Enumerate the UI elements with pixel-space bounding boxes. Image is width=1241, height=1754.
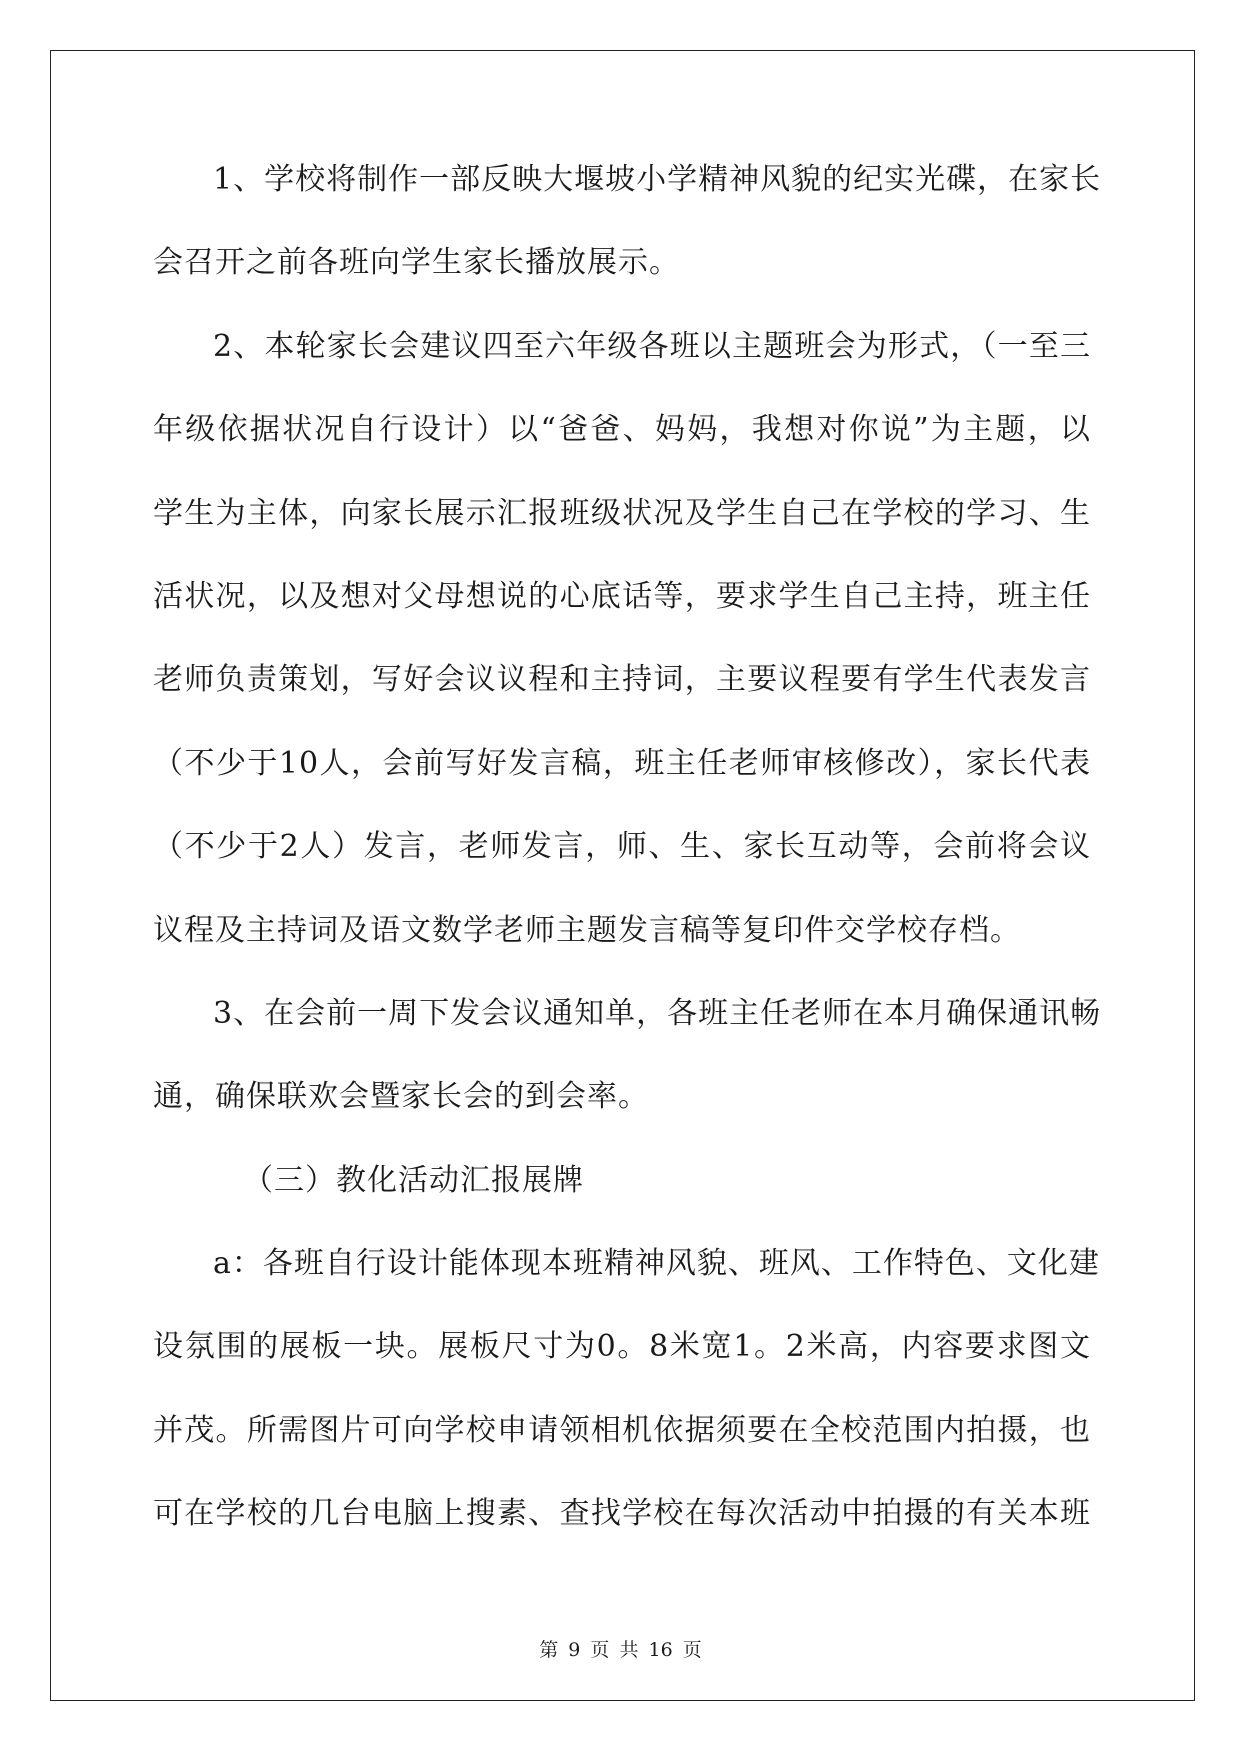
paragraph-4-line-1: a：各班自行设计能体现本班精神风貌、班风、工作特色、文化建	[213, 1246, 1100, 1282]
paragraph-2-line-7: （不少于2人）发言，老师发言，师、生、家长互动等，会前将会议	[153, 829, 1091, 865]
paragraph-2-line-4: 活状况，以及想对父母想说的心底话等，要求学生自己主持，班主任	[153, 578, 1091, 614]
paragraph-2-line-8: 议程及主持词及语文数学老师主题发言稿等复印件交学校存档。	[153, 912, 1021, 948]
paragraph-1-line-1: 1、学校将制作一部反映大堰坡小学精神风貌的纪实光碟，在家长	[213, 162, 1102, 197]
section-heading: （三）教化活动汇报展牌	[243, 1162, 584, 1198]
paragraph-3-line-1: 3、在会前一周下发会议通知单，各班主任老师在本月确保通讯畅	[213, 995, 1102, 1031]
paragraph-2-line-3: 学生为主体，向家长展示汇报班级状况及学生自己在学校的学习、生	[153, 495, 1091, 531]
page-number-footer: 第 9 页 共 16 页	[539, 1639, 702, 1661]
paragraph-2-line-1: 2、本轮家长会建议四至六年级各班以主题班会为形式，（一至三	[213, 328, 1091, 364]
paragraph-4-line-2: 设氛围的展板一块。展板尺寸为0。8米宽1。2米高，内容要求图文	[153, 1329, 1091, 1365]
paragraph-2-line-5: 老师负责策划，写好会议议程和主持词，主要议程要有学生代表发言	[153, 662, 1091, 698]
paragraph-2-line-2: 年级依据状况自行设计）以“爸爸、妈妈，我想对你说”为主题，以	[153, 412, 1091, 448]
paragraph-2-line-6: （不少于10人，会前写好发言稿，班主任老师审核修改），家长代表	[153, 745, 1091, 781]
paragraph-1-line-2: 会召开之前各班向学生家长播放展示。	[153, 245, 680, 281]
paragraph-3-line-2: 通，确保联欢会暨家长会的到会率。	[153, 1079, 649, 1115]
paragraph-4-line-3: 并茂。所需图片可向学校申请领相机依据须要在全校范围内拍摄，也	[153, 1412, 1091, 1448]
document-body	[153, 160, 1102, 1578]
paragraph-4-line-4: 可在学校的几台电脑上搜素、查找学校在每次活动中拍摄的有关本班	[153, 1496, 1091, 1532]
